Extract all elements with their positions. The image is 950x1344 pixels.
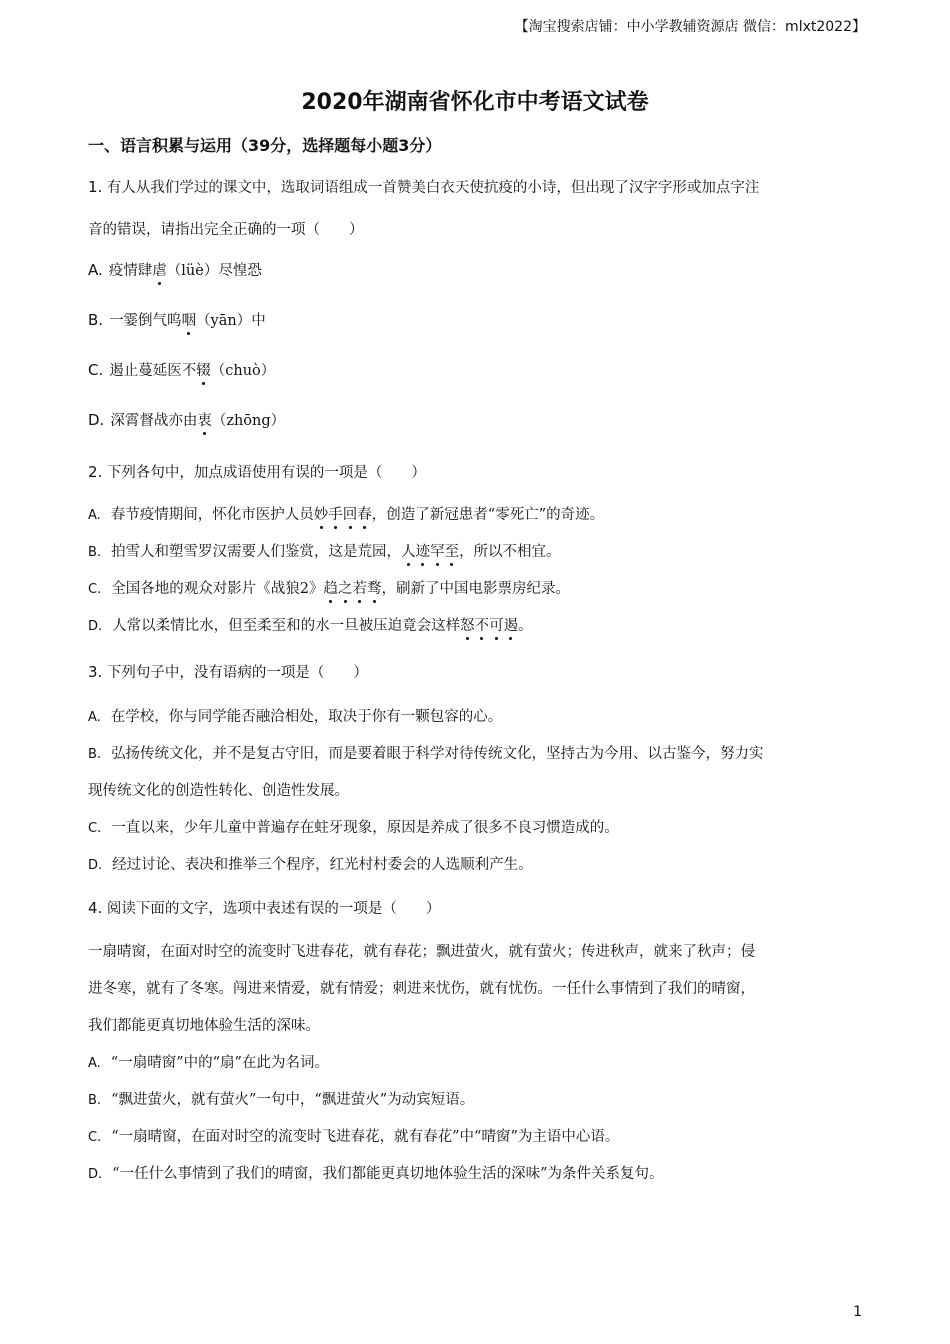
q2-option-d: [88, 614, 533, 635]
q4-passage-line3: 我们都能更真切地体验生活的深味。: [88, 1018, 320, 1034]
option-text: 春节疫情期间，怀化市医护人员: [110, 507, 314, 523]
dotted-char: 回: [343, 503, 358, 524]
dotted-idiom: [314, 507, 372, 523]
option-text: 深霄督战亦由: [110, 413, 198, 429]
option-letter: A.: [88, 508, 101, 523]
dotted-char: 虐: [152, 259, 167, 280]
option-text: 疫情肆: [108, 263, 153, 279]
option-text: 拍雪人和塑雪罗汉需要人们鉴赏，这是荒园，: [111, 544, 402, 560]
dotted-char: 若: [352, 577, 367, 598]
page-title: 2020年湖南省怀化市中考语文试卷: [301, 90, 649, 115]
option-letter: A.: [88, 710, 101, 725]
option-letter: D.: [88, 858, 103, 873]
dotted-char: 可: [489, 614, 504, 635]
q4-option-a: [88, 1051, 329, 1072]
q2-number: 2.: [88, 463, 103, 481]
q3-option-b-cont: 现传统文化的创造性转化、创造性发展。: [88, 783, 349, 799]
option-letter: B.: [88, 545, 102, 560]
option-text: 遏止蔓延医不: [109, 363, 197, 379]
option-letter: A.: [88, 261, 103, 279]
option-text: （chuò）: [210, 363, 276, 379]
q4-stem-text: 阅读下面的文字，选项中表述有误的一项是（ ）: [106, 901, 441, 917]
q2-option-a: [88, 503, 604, 524]
q2-option-c: [88, 577, 570, 598]
dotted-char: 衷: [197, 409, 212, 430]
header-note: 【淘宝搜索店铺：中小学教辅资源店 微信：mlxt2022】: [514, 19, 866, 35]
dotted-text: [314, 507, 372, 523]
option-letter: C.: [88, 1130, 102, 1145]
option-letter: D.: [88, 619, 103, 634]
q4-passage-line1: 一扇晴窗，在面对时空的流变时飞进春花，就有春花；飘进萤火，就有萤火；传进秋声，就来了秋声；侵: [88, 944, 755, 960]
q4-stem: [88, 897, 440, 918]
dotted-text: [401, 544, 459, 560]
q1-option-c: [88, 359, 275, 380]
q2-stem: [88, 461, 426, 482]
dotted-char: 妙: [314, 503, 329, 524]
option-letter: A.: [88, 1056, 101, 1071]
q2-stem-text: 下列各句中，加点成语使用有误的一项是（ ）: [106, 465, 426, 481]
option-letter: D.: [88, 1167, 103, 1182]
page-number: 1: [853, 1304, 862, 1320]
dotted-char: 春: [357, 503, 372, 524]
option-text: （zhōng）: [211, 413, 286, 429]
q1-stem-text1: 有人从我们学过的课文中，选取词语组成一首赞美白衣天使抗疫的小诗，但出现了汉字字形或加点字注: [106, 180, 760, 196]
option-text: ，所以不相宜。: [459, 544, 561, 560]
option-letter: C.: [88, 821, 102, 836]
dotted-char: 人: [401, 540, 416, 561]
q3-option-d: [88, 853, 533, 874]
option-text: （yān）中: [196, 313, 266, 329]
dotted-char: 之: [338, 577, 353, 598]
dotted-char: 不: [475, 614, 490, 635]
option-text: ，刷新了中国电影票房纪录。: [381, 581, 570, 597]
dotted-char: 迹: [416, 540, 431, 561]
dotted-char: 骛: [367, 577, 382, 598]
option-text: “一任什么事情到了我们的晴窗，我们都能更真切地体验生活的深味”为条件关系复句。: [112, 1166, 664, 1182]
dotted-char: 辍: [196, 359, 211, 380]
dotted-text: [323, 581, 381, 597]
q1-option-a: [88, 259, 262, 280]
dotted-char: 至: [445, 540, 460, 561]
q1-option-d: [88, 409, 285, 430]
q4-number: 4.: [88, 899, 103, 917]
option-letter: C.: [88, 582, 102, 597]
dotted-char: 怒: [460, 614, 475, 635]
option-text: ，创造了新冠患者“零死亡”的奇迹。: [371, 507, 605, 523]
q1-stem-line2: 音的错误，请指出完全正确的一项（ ）: [88, 222, 364, 238]
option-text: （lüè）尽惶恐: [166, 263, 262, 279]
option-text: 在学校，你与同学能否融洽相处，取决于你有一颗包容的心。: [110, 709, 503, 725]
section-heading: 一、语言积累与运用（39分，选择题每小题3分）: [88, 136, 442, 155]
option-text: “一扇晴窗”中的“扇”在此为名词。: [110, 1055, 329, 1071]
option-text: 一直以来，少年儿童中普遍存在蛀牙现象，原因是养成了很多不良习惯造成的。: [111, 820, 619, 836]
option-letter: B.: [88, 311, 104, 329]
option-text: 弘扬传统文化，并不是复古守旧，而是要着眼于科学对待传统文化，坚持古为今用、以古鉴今，努力实: [111, 746, 764, 762]
option-text: “一扇晴窗，在面对时空的流变时飞进春花，就有春花”中“晴窗”为主语中心语。: [111, 1129, 620, 1145]
q3-number: 3.: [88, 663, 103, 681]
dotted-char: 咽: [182, 309, 197, 330]
option-text: “飘进萤火，就有萤火”一句中，“飘进萤火”为动宾短语。: [111, 1092, 475, 1108]
q3-stem: [88, 661, 368, 682]
q1-option-b: [88, 309, 266, 330]
q4-option-c: [88, 1125, 619, 1146]
option-letter: C.: [88, 361, 104, 379]
q3-option-a: [88, 705, 502, 726]
option-text: 全国各地的观众对影片《战狼2》: [111, 581, 324, 597]
option-letter: D.: [88, 411, 105, 429]
dotted-char: 罕: [430, 540, 445, 561]
q1-stem-line1: [88, 176, 759, 197]
q3-stem-text: 下列句子中，没有语病的一项是（ ）: [106, 665, 368, 681]
dotted-text: [460, 618, 518, 634]
q1-number: 1.: [88, 178, 103, 196]
q3-option-b: [88, 742, 764, 763]
q4-option-b: [88, 1088, 474, 1109]
q4-passage-line2: 进冬寒，就有了冬寒。闯进来情爱，就有情爱；刺进来忧伤，就有忧伤。一任什么事情到了我们的晴窗，: [88, 981, 755, 997]
q2-option-b: [88, 540, 561, 561]
option-letter: B.: [88, 747, 102, 762]
dotted-char: 手: [328, 503, 343, 524]
q4-option-d: [88, 1162, 663, 1183]
option-text: 一霎倒气呜: [109, 313, 182, 329]
option-letter: B.: [88, 1093, 102, 1108]
option-text: 。: [518, 618, 533, 634]
option-text: 经过讨论、表决和推举三个程序，红光村村委会的人选顺利产生。: [112, 857, 533, 873]
dotted-char: 趋: [323, 577, 338, 598]
dotted-char: 遏: [504, 614, 519, 635]
q3-option-c: [88, 816, 619, 837]
option-text: 人常以柔情比水，但至柔至和的水一旦被压迫竟会这样: [112, 618, 461, 634]
